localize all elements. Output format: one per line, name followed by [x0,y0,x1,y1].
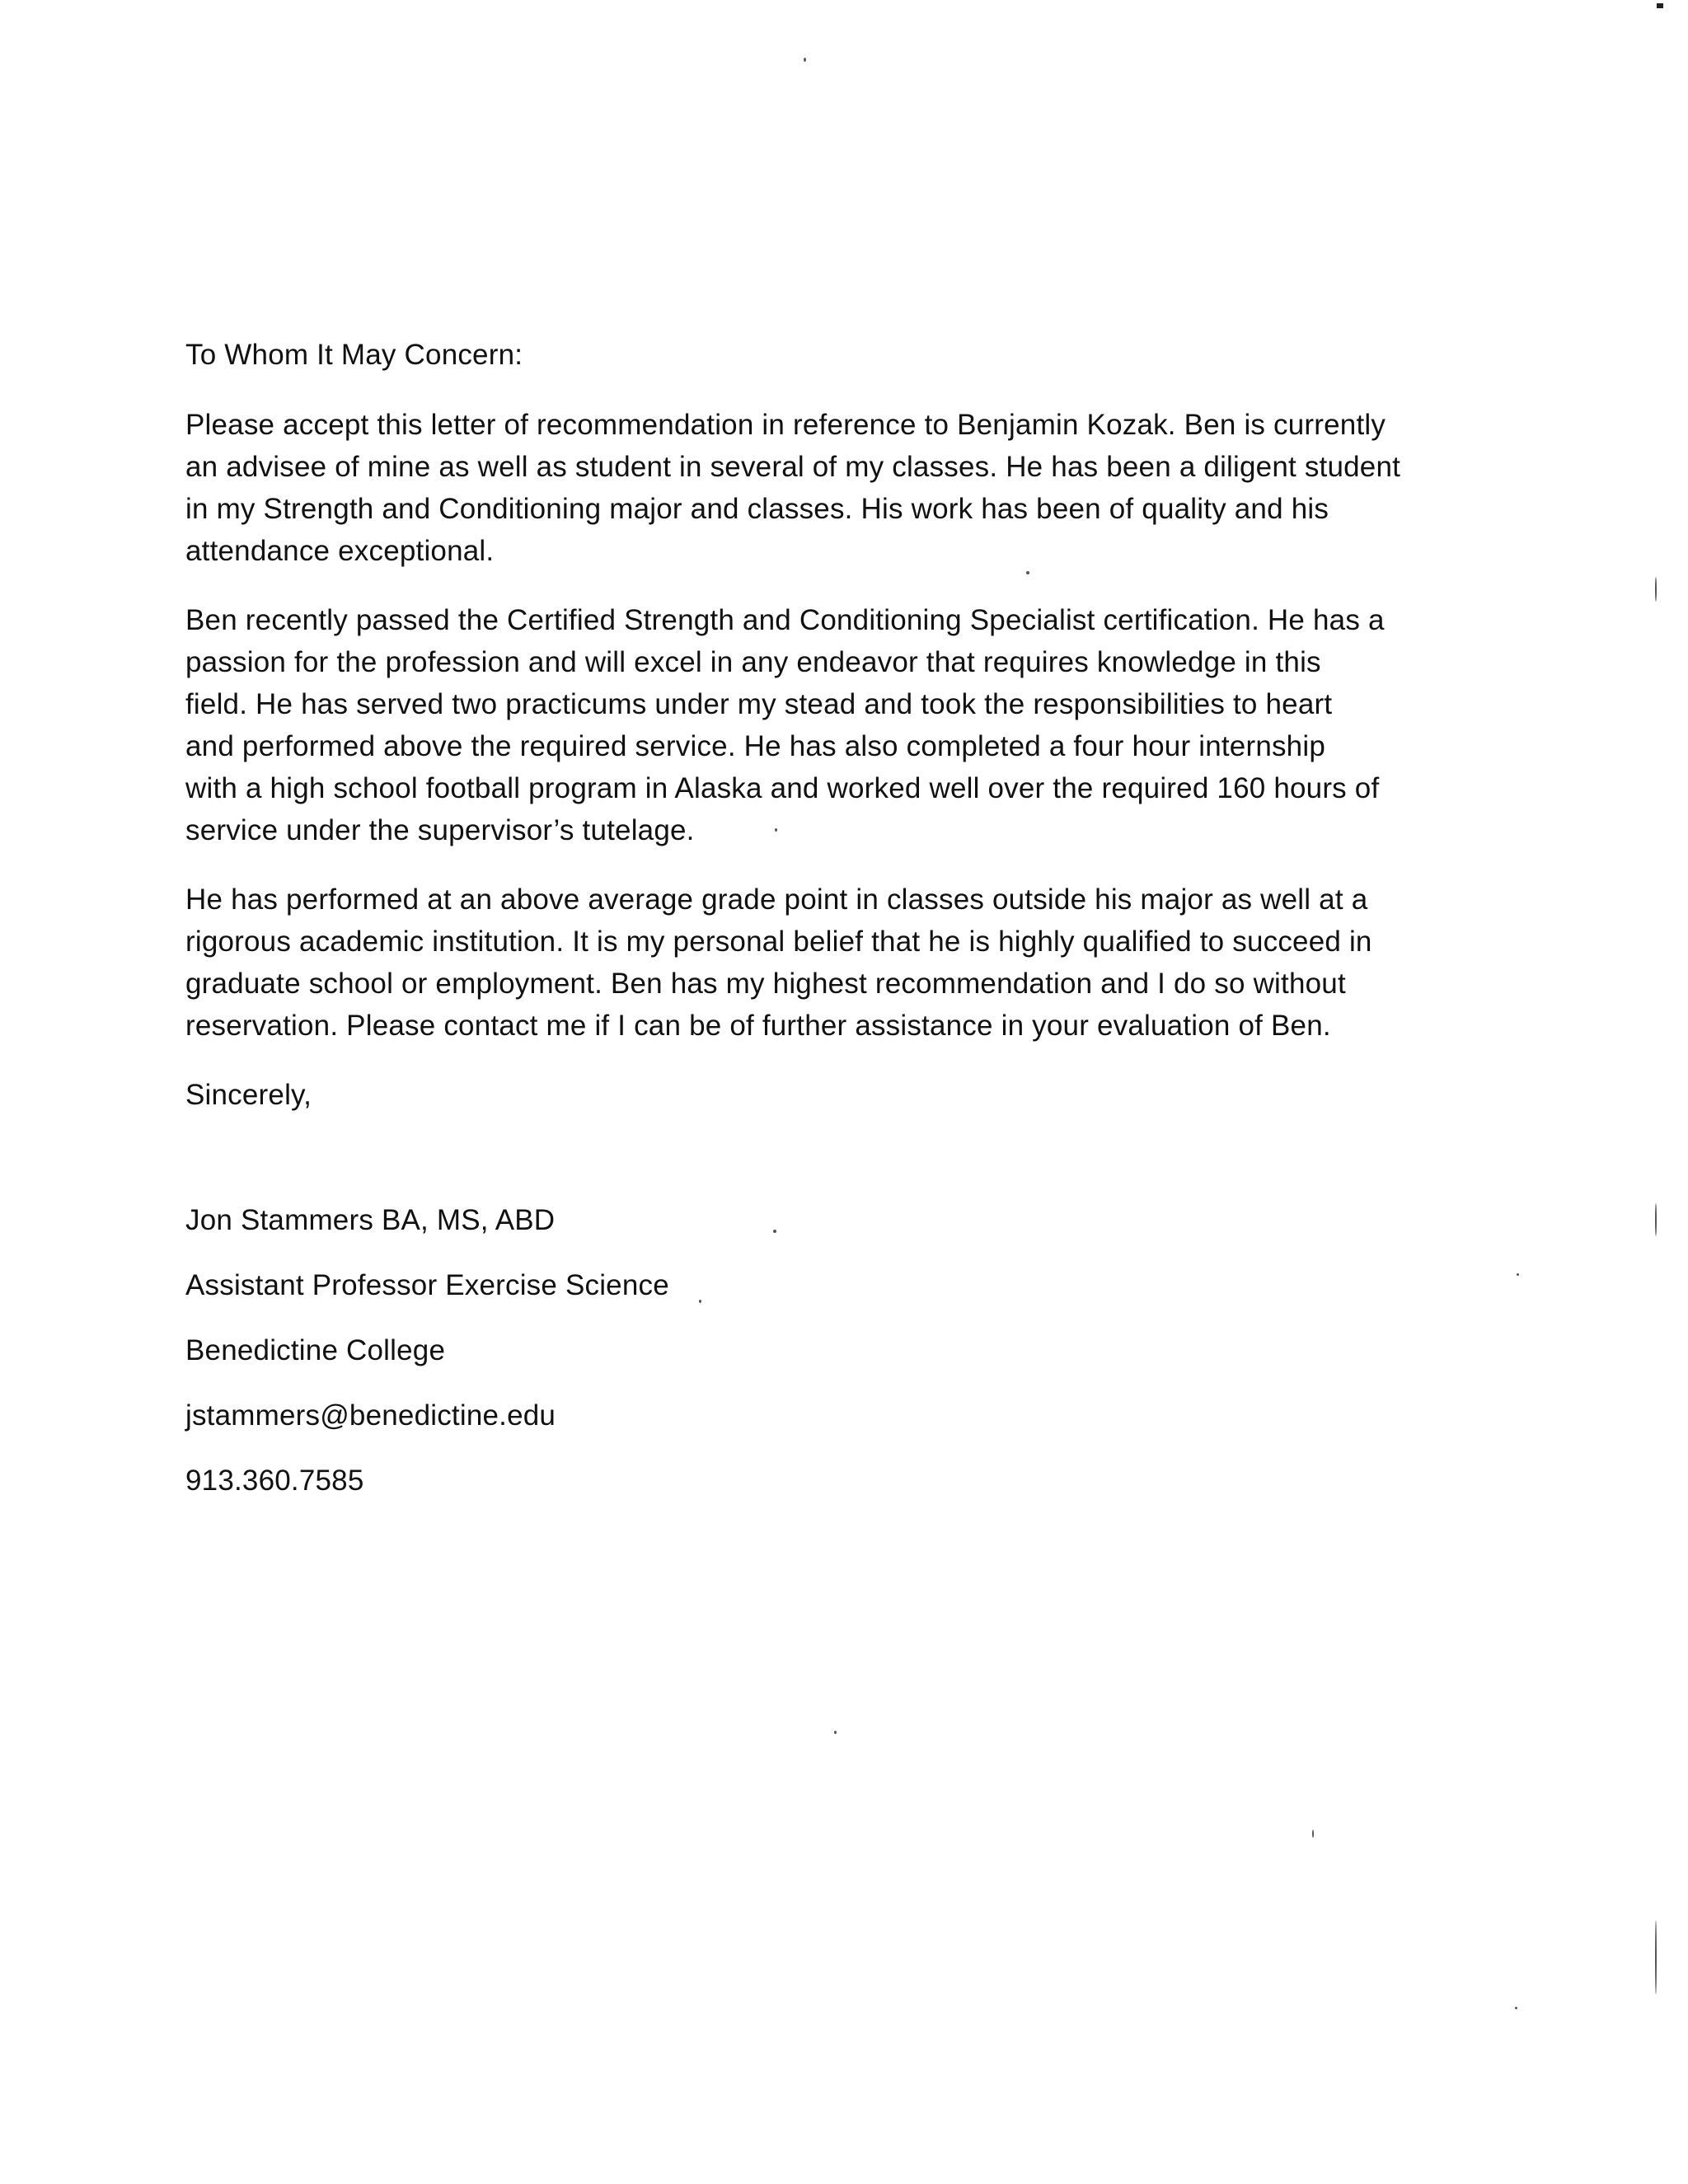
scan-speck [1655,1203,1657,1236]
closing: Sincerely, [185,1079,312,1111]
paragraph-line: Ben recently passed the Certified Strength and Conditioning Specialist certification. He has a [185,604,1385,636]
scan-edge-mark [1657,3,1663,8]
scan-speck [1655,1920,1657,1994]
paragraph-line: graduate school or employment. Ben has my highest recommendation and I do so without [185,968,1346,1000]
signer-phone: 913.360.7585 [185,1465,364,1497]
signer-name: Jon Stammers BA, MS, ABD [185,1204,556,1236]
paragraph-2 [185,599,1471,851]
scan-speck [1312,1830,1314,1838]
paragraph-line: attendance exceptional. [185,535,495,567]
scan-speck [1517,1273,1519,1276]
paragraph-line: with a high school football program in Alaska and worked well over the required 160 hours of [185,772,1380,804]
paragraph-line: He has performed at an above average grade point in classes outside his major as well at a [185,883,1368,916]
salutation: To Whom It May Concern: [185,339,523,371]
scan-speck [834,1731,837,1734]
paragraph-line: rigorous academic institution. It is my personal belief that he is highly qualified to succeed in [185,926,1372,958]
letter-body [185,334,1471,1525]
paragraph-line: an advisee of mine as well as student in several of my classes. He has been a diligent student [185,451,1401,483]
paragraph-line: Please accept this letter of recommendation in reference to Benjamin Kozak. Ben is currently [185,409,1386,441]
paragraph-line: reservation. Please contact me if I can be of further assistance in your evaluation of Ben. [185,1010,1331,1042]
paragraph-line: and performed above the required service. He has also completed a four hour internship [185,730,1325,762]
paragraph-line: field. He has served two practicums under my stead and took the responsibilities to heart [185,688,1333,720]
signer-title: Assistant Professor Exercise Science [185,1269,669,1301]
scan-speck [804,58,806,62]
paragraph-3 [185,879,1471,1047]
paragraph-1 [185,404,1471,572]
signer-email: jstammers@benedictine.edu [185,1399,556,1432]
paragraph-line: in my Strength and Conditioning major and classes. His work has been of quality and his [185,493,1329,525]
scan-speck [1655,577,1657,602]
paragraph-line: passion for the profession and will excel in any endeavor that requires knowledge in this [185,646,1321,678]
signer-institution: Benedictine College [185,1334,446,1366]
scan-speck [1515,2007,1517,2009]
paragraph-line: service under the supervisor’s tutelage. [185,814,695,846]
